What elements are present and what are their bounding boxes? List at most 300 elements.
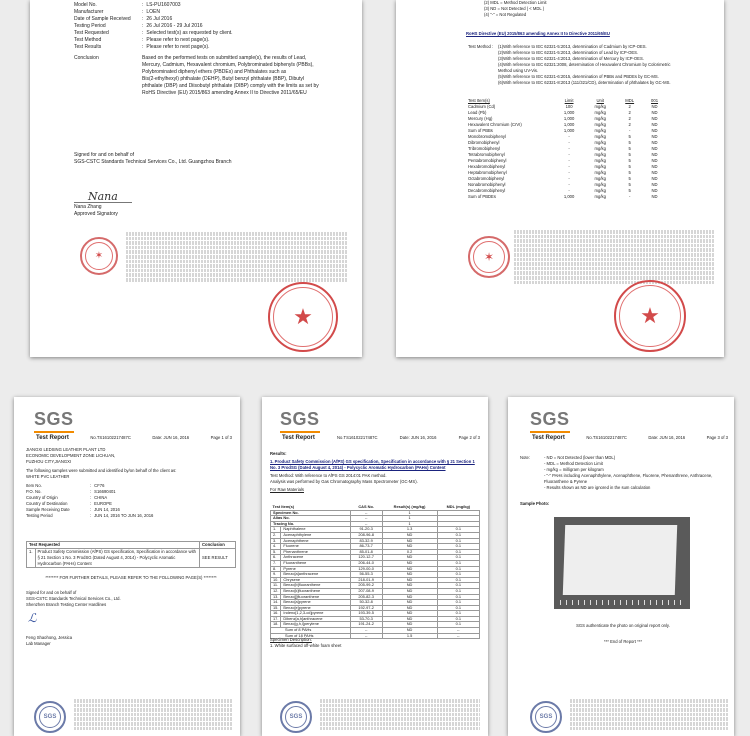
table-cell: ND bbox=[651, 152, 658, 157]
signature-line bbox=[74, 202, 132, 203]
table-cell: ND bbox=[382, 628, 437, 634]
table-cell: Benzo[j]fluoranthene bbox=[281, 594, 350, 600]
doc2-methods bbox=[468, 44, 718, 86]
table-cell: ND bbox=[651, 122, 658, 127]
table-cell: 1 bbox=[382, 516, 437, 522]
table-cell: Benzo[a]pyrene bbox=[281, 600, 350, 606]
fine-print-block bbox=[570, 699, 728, 731]
doc4-page bbox=[262, 397, 488, 736]
table-cell: 83-32-9 bbox=[350, 538, 382, 544]
field-label: P.O. No. bbox=[26, 489, 42, 494]
sample-photo bbox=[554, 517, 690, 609]
logo-text: SGS bbox=[34, 409, 74, 429]
table-cell: 2 bbox=[628, 122, 631, 127]
table-cell: mg/kg bbox=[594, 170, 606, 175]
table-cell: 129-00-0 bbox=[350, 566, 382, 572]
sgs-seal-stamp: SGS bbox=[530, 701, 562, 733]
method-line: (6)With reference to IEC 62321-8:2013 (111/321/CD), determination of phthalates by GC-MS. bbox=[498, 80, 671, 85]
table-cell: ND bbox=[382, 616, 437, 622]
field-separator: : bbox=[142, 23, 144, 29]
table-cell: Tribromobiphenyl bbox=[468, 146, 501, 151]
table-cell: 53-70-3 bbox=[350, 616, 382, 622]
doc2-notes bbox=[484, 0, 684, 18]
method-label: Test Method : bbox=[468, 44, 494, 49]
report-date: Date: JUN 16, 2016 bbox=[399, 435, 437, 440]
column-header: MDL (mg/kg) bbox=[446, 504, 471, 509]
field-separator: : bbox=[142, 9, 144, 15]
column-header: CAS No. bbox=[358, 504, 374, 509]
table-cell: 0.1 bbox=[437, 588, 479, 594]
table-cell: 5 bbox=[628, 140, 631, 145]
report-title: Test Report bbox=[36, 435, 69, 441]
field-value: 26 Jul 2016 bbox=[146, 16, 173, 22]
table-cell: Heptabromobiphenyl bbox=[468, 170, 507, 175]
tr-no: 1. bbox=[27, 549, 36, 568]
field-label: Date of Sample Received bbox=[74, 16, 131, 22]
table-cell: 18. bbox=[271, 622, 281, 628]
table-cell: Sum of PBBs bbox=[468, 128, 493, 133]
ruler bbox=[560, 600, 684, 605]
table-cell: ND bbox=[382, 555, 437, 561]
signed-line: SGS-CSTC Standards Technical Services Co., Ltd. bbox=[26, 596, 121, 601]
table-cell: 2 bbox=[628, 104, 631, 109]
table-cell: 5 bbox=[628, 164, 631, 169]
table-cell: - bbox=[568, 140, 570, 145]
method-line: (4)With reference to IEC 62321:2008, determination of Hexavalent Chromium by Colorimetric bbox=[498, 62, 671, 67]
table-cell: ND bbox=[651, 176, 658, 181]
signer-name: Nana Zhang bbox=[74, 204, 102, 210]
table-cell: 5 bbox=[628, 188, 631, 193]
table-cell: ND bbox=[382, 538, 437, 544]
table-cell: 1.5 bbox=[382, 633, 437, 639]
company-red-stamp: ★ bbox=[268, 282, 338, 352]
table-cell: 1. bbox=[271, 527, 281, 533]
table-cell: - bbox=[568, 134, 570, 139]
table-cell: 0.1 bbox=[437, 566, 479, 572]
doc3-header bbox=[36, 435, 232, 441]
table-cell: 50-32-8 bbox=[350, 600, 382, 606]
table-cell: 5 bbox=[628, 152, 631, 157]
table-cell: 1,000 bbox=[563, 122, 575, 127]
page-no: Page 3 of 3 bbox=[706, 435, 728, 440]
table-cell: Chrysene bbox=[281, 577, 350, 583]
company-red-stamp: ★ bbox=[614, 280, 686, 352]
table-cell: 1,000 bbox=[563, 116, 575, 121]
field-label: Manufacturer bbox=[74, 9, 104, 15]
field-separator: : bbox=[142, 30, 144, 36]
field-value: Please refer to next page(s). bbox=[146, 44, 210, 50]
sample-sheet bbox=[563, 525, 677, 595]
table-cell: ND bbox=[382, 544, 437, 550]
field-separator: : bbox=[142, 44, 144, 50]
report-title: Test Report bbox=[282, 435, 315, 441]
report-title: Test Report bbox=[532, 435, 565, 441]
method-line: Method using UV-Vis. bbox=[498, 68, 539, 73]
spec-title: 1. Product Safety Commission (AfPS) GS specification, Specification in accordance with § 21 Section 1 No. 3 ProdSG (Dated August 4, 2014) - Polycyclic Aromatic Hydrocarbon (PAHs) Content bbox=[270, 459, 475, 470]
table-cell: Mercury (Hg) bbox=[468, 116, 493, 121]
field-separator: : bbox=[142, 16, 144, 22]
table-cell: - bbox=[568, 152, 570, 157]
address bbox=[26, 447, 231, 465]
table-cell: 91-20-3 bbox=[350, 527, 382, 533]
table-cell: 8. bbox=[271, 566, 281, 572]
table-cell: 15. bbox=[271, 605, 281, 611]
table-cell: 100 bbox=[565, 104, 573, 109]
report-no: No.TS16102217487C bbox=[586, 435, 627, 440]
logo-text: SGS bbox=[530, 409, 570, 429]
tr-result: SEE RESULT bbox=[200, 549, 236, 568]
table-cell: 0.1 bbox=[437, 544, 479, 550]
table-cell: 0.1 bbox=[437, 532, 479, 538]
doc2-page bbox=[396, 0, 724, 357]
table-cell: ND bbox=[651, 188, 658, 193]
table-cell: 205-99-2 bbox=[350, 583, 382, 589]
table-cell: mg/kg bbox=[594, 140, 606, 145]
doc3-body bbox=[26, 447, 231, 519]
note-line: (3) ND = Not Detected ( < MDL ) bbox=[484, 6, 545, 11]
table-cell: Tracing No. bbox=[271, 521, 351, 527]
intro-line: The following samples were submitted and identified by/on behalf of the client as: bbox=[26, 468, 177, 473]
table-cell: Fluorene bbox=[281, 544, 350, 550]
field-value: CF76 bbox=[94, 483, 105, 488]
table-cell: ND bbox=[651, 182, 658, 187]
method bbox=[270, 473, 482, 485]
field-row bbox=[26, 513, 231, 519]
field-separator: : bbox=[90, 495, 92, 500]
field-separator: : bbox=[90, 513, 92, 518]
table-cell: - bbox=[568, 170, 570, 175]
signature: Nana bbox=[88, 190, 118, 203]
fine-print-block bbox=[126, 232, 348, 283]
address-line: FUZHOU CITY,JIANGXI bbox=[26, 459, 72, 464]
table-cell: - bbox=[568, 158, 570, 163]
table-cell: Phenanthrene bbox=[281, 549, 350, 555]
table-cell: -- bbox=[350, 510, 382, 516]
doc4-header bbox=[282, 435, 480, 441]
table-cell: ND bbox=[651, 158, 658, 163]
address-line: ECONOMIC DEVELOPMENT ZONE LICHUAN, bbox=[26, 453, 116, 458]
table-cell: ND bbox=[382, 588, 437, 594]
sgs-seal-stamp: ✶ bbox=[468, 236, 510, 278]
report-date: Date: JUN 16, 2016 bbox=[648, 435, 686, 440]
table-cell: ND bbox=[382, 532, 437, 538]
doc5-header bbox=[532, 435, 728, 441]
logo-bar bbox=[280, 431, 320, 433]
specimen-1: 1. White surfaced off-white foam sheet bbox=[270, 643, 342, 648]
table-cell: Hexavalent Chromium (CrVI) bbox=[468, 122, 522, 127]
table-cell: Pyrene bbox=[281, 566, 350, 572]
table-cell: 5. bbox=[271, 549, 281, 555]
table-cell: -- bbox=[350, 516, 382, 522]
table-cell: 1,000 bbox=[563, 128, 575, 133]
table-cell: ND bbox=[382, 605, 437, 611]
table-cell: Dibenz[a,h]anthracene bbox=[281, 616, 350, 622]
table-cell: mg/kg bbox=[594, 104, 606, 109]
table-cell: mg/kg bbox=[594, 116, 606, 121]
table-row bbox=[466, 194, 666, 200]
method-line: (1)With reference to IEC 62321-5:2013, determination of Cadmium by ICP-OES. bbox=[498, 44, 647, 49]
table-cell: 0.1 bbox=[437, 622, 479, 628]
field-value: LS-PU1607003 bbox=[146, 2, 181, 8]
specimen-label: Specimen Description: bbox=[270, 637, 312, 642]
table-cell: Sum of 18 PAHs bbox=[271, 633, 351, 639]
table-cell: Sum of 8 PAHs bbox=[271, 628, 351, 634]
table-cell: 0.1 bbox=[437, 600, 479, 606]
logo-bar bbox=[34, 431, 74, 433]
table-cell: ND bbox=[382, 600, 437, 606]
further-details: ******** FOR FURTHER DETAILS, PLEASE REFER TO THE FOLLOWING PAGE(S) ******** bbox=[45, 575, 217, 580]
table-cell: 191-24-2 bbox=[350, 622, 382, 628]
table-cell: -- bbox=[350, 633, 382, 639]
doc1-fields bbox=[74, 2, 346, 97]
table-cell: Benzo[a]anthracene bbox=[281, 572, 350, 578]
table-cell: -- bbox=[350, 628, 382, 634]
table-cell: 0.1 bbox=[437, 583, 479, 589]
field-row bbox=[74, 44, 346, 51]
table-cell: Octabromobiphenyl bbox=[468, 176, 505, 181]
field-value: JUN 14, 2016 TO JUN 16, 2016 bbox=[94, 513, 154, 518]
table-cell: Nonabromobiphenyl bbox=[468, 182, 506, 187]
signed-line: Signed for and on behalf of bbox=[26, 590, 77, 595]
field-row bbox=[74, 9, 346, 16]
table-cell: 0.1 bbox=[437, 611, 479, 617]
table-cell: 4. bbox=[271, 544, 281, 550]
table-cell: 9. bbox=[271, 572, 281, 578]
table-cell: ND bbox=[651, 164, 658, 169]
table-cell: 12. bbox=[271, 588, 281, 594]
table-cell: 13. bbox=[271, 594, 281, 600]
table-cell: 0.1 bbox=[437, 555, 479, 561]
fine-print-block bbox=[514, 230, 714, 285]
field-row bbox=[74, 2, 346, 9]
table-cell: 193-39-5 bbox=[350, 611, 382, 617]
table-cell: 206-44-0 bbox=[350, 560, 382, 566]
table-cell: 85-01-8 bbox=[350, 549, 382, 555]
table-cell: -- bbox=[437, 628, 479, 634]
report-no: No.TS16102217487C bbox=[337, 435, 378, 440]
field-separator: : bbox=[142, 37, 144, 43]
field-label: Country of Destination bbox=[26, 501, 68, 506]
note-line: - "-" PAHs including Acenaphthylene, Acenaphthene, Fluorene, Phenanthrene, Anthracene, Fluoranthene & Pyrene bbox=[544, 473, 713, 484]
table-cell: ND bbox=[651, 170, 658, 175]
conclusion-line: Based on the performed tests on submitted sample(s), the results of Lead, bbox=[142, 55, 307, 61]
logo-bar bbox=[530, 431, 570, 433]
table-cell: Lead (Pb) bbox=[468, 110, 487, 115]
table-cell: Sum of PBDEs bbox=[468, 194, 496, 199]
table-cell: Tetrabromobiphenyl bbox=[468, 152, 505, 157]
table-cell: mg/kg bbox=[594, 188, 606, 193]
address-line: JIANGXI LEDSING LEATHER PLANT LTD bbox=[26, 447, 106, 452]
column-header: Result(s) (mg/kg) bbox=[393, 504, 426, 509]
doc3-signer bbox=[26, 635, 72, 647]
table-cell: 7. bbox=[271, 560, 281, 566]
page-no: Page 2 of 3 bbox=[458, 435, 480, 440]
pah-table bbox=[270, 505, 480, 639]
signature-mark: ℒ bbox=[28, 611, 37, 625]
table-cell: 5 bbox=[628, 134, 631, 139]
table-cell: - bbox=[568, 182, 570, 187]
field-separator: : bbox=[90, 483, 92, 488]
table-cell: 14. bbox=[271, 600, 281, 606]
note-line: (2) MDL = Method Detection Limit bbox=[484, 0, 547, 5]
logo-text: SGS bbox=[280, 409, 320, 429]
table-cell: ND bbox=[382, 566, 437, 572]
table-cell: mg/kg bbox=[594, 158, 606, 163]
table-cell: ND bbox=[651, 194, 658, 199]
note-label: Note: bbox=[520, 455, 531, 460]
table-cell: Hexabromobiphenyl bbox=[468, 164, 506, 169]
field-label: Testing Period bbox=[74, 23, 106, 29]
field-separator: : bbox=[90, 489, 92, 494]
table-cell: 0.2 bbox=[382, 549, 437, 555]
table-cell: ND bbox=[651, 116, 658, 121]
doc3-page bbox=[14, 397, 240, 736]
table-cell: 0.1 bbox=[437, 560, 479, 566]
table-cell: 1 bbox=[382, 521, 437, 527]
intro bbox=[26, 468, 231, 480]
tr-text: Product Safety Commission (AfPS) GS specification, Specification in accordance with § 21 Section 1 No. 3 ProdSG (Dated August 4, 2014) - Polycyclic Aromatic Hydrocarbon (PAHs) Content bbox=[35, 549, 200, 568]
table-cell: Dibromobiphenyl bbox=[468, 140, 500, 145]
table-cell: Anthracene bbox=[281, 555, 350, 561]
table-cell: 5 bbox=[628, 146, 631, 151]
table-cell: 16. bbox=[271, 611, 281, 617]
field-separator: : bbox=[142, 2, 144, 8]
table-cell: 120-12-7 bbox=[350, 555, 382, 561]
field-row bbox=[74, 37, 346, 44]
table-cell: ND bbox=[382, 622, 437, 628]
field-row bbox=[74, 30, 346, 37]
table-cell: 5 bbox=[628, 158, 631, 163]
table-cell: ND bbox=[382, 560, 437, 566]
table-cell: Benzo[b]fluoranthene bbox=[281, 583, 350, 589]
conclusion-line: Mercury, Cadmium, Hexavalent chromium, Polybrominated biphenyls (PBBs), bbox=[142, 62, 314, 68]
table-cell: mg/kg bbox=[594, 146, 606, 151]
table-cell: mg/kg bbox=[594, 122, 606, 127]
table-cell: mg/kg bbox=[594, 128, 606, 133]
table-cell: - bbox=[568, 176, 570, 181]
field-value: CHINA bbox=[94, 495, 108, 500]
field-label: Test Requested bbox=[74, 30, 109, 36]
table-cell: ND bbox=[651, 128, 658, 133]
table-cell: 218-01-9 bbox=[350, 577, 382, 583]
table-cell: 0.1 bbox=[437, 572, 479, 578]
doc1-page bbox=[30, 0, 362, 357]
conclusion-line: Polybrominated diphenyl ethers (PBDEs) and Phthalates such as bbox=[142, 69, 287, 75]
table-cell: 2 bbox=[628, 110, 631, 115]
doc2-table bbox=[466, 98, 666, 200]
report-date: Date: JUN 16, 2016 bbox=[152, 435, 190, 440]
conclusion-line: RoHS Directive (EU) 2015/863 amending Annex II to Directive 2011/65/EU bbox=[142, 90, 307, 96]
table-cell: - bbox=[568, 188, 570, 193]
fine-print-block bbox=[320, 699, 480, 731]
table-cell: 1.3 bbox=[382, 527, 437, 533]
table-cell: 192-97-2 bbox=[350, 605, 382, 611]
for-raw: For Raw Materials bbox=[270, 487, 304, 492]
table-cell: 0.1 bbox=[437, 549, 479, 555]
table-cell: - bbox=[568, 146, 570, 151]
table-cell: ND bbox=[651, 110, 658, 115]
table-cell: 0.1 bbox=[437, 577, 479, 583]
table-cell: Indeno[1,2,3-cd]pyrene bbox=[281, 611, 350, 617]
field-row bbox=[74, 16, 346, 23]
sgs-logo bbox=[34, 409, 74, 433]
method-line: (3)With reference to IEC 62321-4:2013, determination of Mercury by ICP-OES. bbox=[498, 56, 644, 61]
table-cell: ND bbox=[382, 611, 437, 617]
table-cell: 1,000 bbox=[563, 110, 575, 115]
sgs-logo bbox=[280, 409, 320, 433]
field-label: Country of Origin bbox=[26, 495, 58, 500]
table-cell: ND bbox=[651, 146, 658, 151]
field-value: EUROPE bbox=[94, 501, 112, 506]
column-header: 001 bbox=[651, 98, 659, 103]
table-cell: ND bbox=[382, 583, 437, 589]
conclusion-label: Conclusion bbox=[74, 55, 99, 61]
method-line: (5)With reference to IEC 62321-6:2015, determination of PBBs and PBDEs by GC-MS. bbox=[498, 74, 659, 79]
table-cell: 0.1 bbox=[437, 616, 479, 622]
method-line: Test Method: With reference to AfPS GS 2014:01 PAK method. bbox=[270, 473, 387, 478]
table-cell: 5 bbox=[628, 170, 631, 175]
sgs-logo bbox=[530, 409, 570, 433]
table-cell: - bbox=[628, 194, 631, 199]
table-cell: - bbox=[568, 164, 570, 169]
table-cell: 207-08-9 bbox=[350, 588, 382, 594]
method-line: (2)With reference to IEC 62321-5:2013, determination of Lead by ICP-OES. bbox=[498, 50, 639, 55]
table-cell: Pentabromobiphenyl bbox=[468, 158, 507, 163]
note-line: - Results shown as ND are ignored in the sum calculation bbox=[544, 485, 651, 490]
note-line: - mg/kg = milligram per kilogram bbox=[544, 467, 604, 472]
field-row bbox=[74, 23, 346, 30]
doc5-notes bbox=[520, 455, 726, 491]
table-cell: 2. bbox=[271, 532, 281, 538]
table-cell: mg/kg bbox=[594, 182, 606, 187]
table-cell: Naphthalene bbox=[281, 527, 350, 533]
table-cell: mg/kg bbox=[594, 176, 606, 181]
table-cell: 0.1 bbox=[437, 538, 479, 544]
table-cell: mg/kg bbox=[594, 110, 606, 115]
conclusion-line: Bis(2-ethylhexyl) phthalate (DEHP), Butyl benzyl phthalate (BBP), Dibutyl bbox=[142, 76, 305, 82]
table-cell: 2 bbox=[628, 116, 631, 121]
table-cell: Acenaphthylene bbox=[281, 532, 350, 538]
table-cell: Benzo[e]pyrene bbox=[281, 605, 350, 611]
table-cell: ND bbox=[651, 140, 658, 145]
column-header: Limit bbox=[564, 98, 574, 103]
field-separator: : bbox=[90, 507, 92, 512]
table-cell: Benzo[g,h,i]perylene bbox=[281, 622, 350, 628]
table-cell: 1 bbox=[382, 510, 437, 516]
table-cell: - bbox=[628, 128, 631, 133]
table-cell: 10. bbox=[271, 577, 281, 583]
table-cell: mg/kg bbox=[594, 194, 606, 199]
signed-line: Signed for and on behalf of bbox=[74, 152, 135, 158]
field-label: Test Results bbox=[74, 44, 102, 50]
column-header: MDL bbox=[625, 98, 635, 103]
note-line: - ND = Not Detected (lower than MDL) bbox=[544, 455, 616, 460]
field-label: Sample Receiving Date bbox=[26, 507, 70, 512]
table-cell: 0.1 bbox=[437, 605, 479, 611]
table-cell: mg/kg bbox=[594, 152, 606, 157]
table-cell: Acenaphthene bbox=[281, 538, 350, 544]
table-cell: 6. bbox=[271, 555, 281, 561]
fields bbox=[26, 483, 231, 519]
table-cell: 5 bbox=[628, 176, 631, 181]
field-label: Testing Period bbox=[26, 513, 53, 518]
field-value: JUN 14, 2016 bbox=[94, 507, 120, 512]
specimen bbox=[270, 637, 480, 649]
table-cell: 0.1 bbox=[437, 594, 479, 600]
table-cell: ND bbox=[382, 594, 437, 600]
field-value: Please refer to next page(s). bbox=[146, 37, 210, 43]
field-separator: : bbox=[90, 501, 92, 506]
